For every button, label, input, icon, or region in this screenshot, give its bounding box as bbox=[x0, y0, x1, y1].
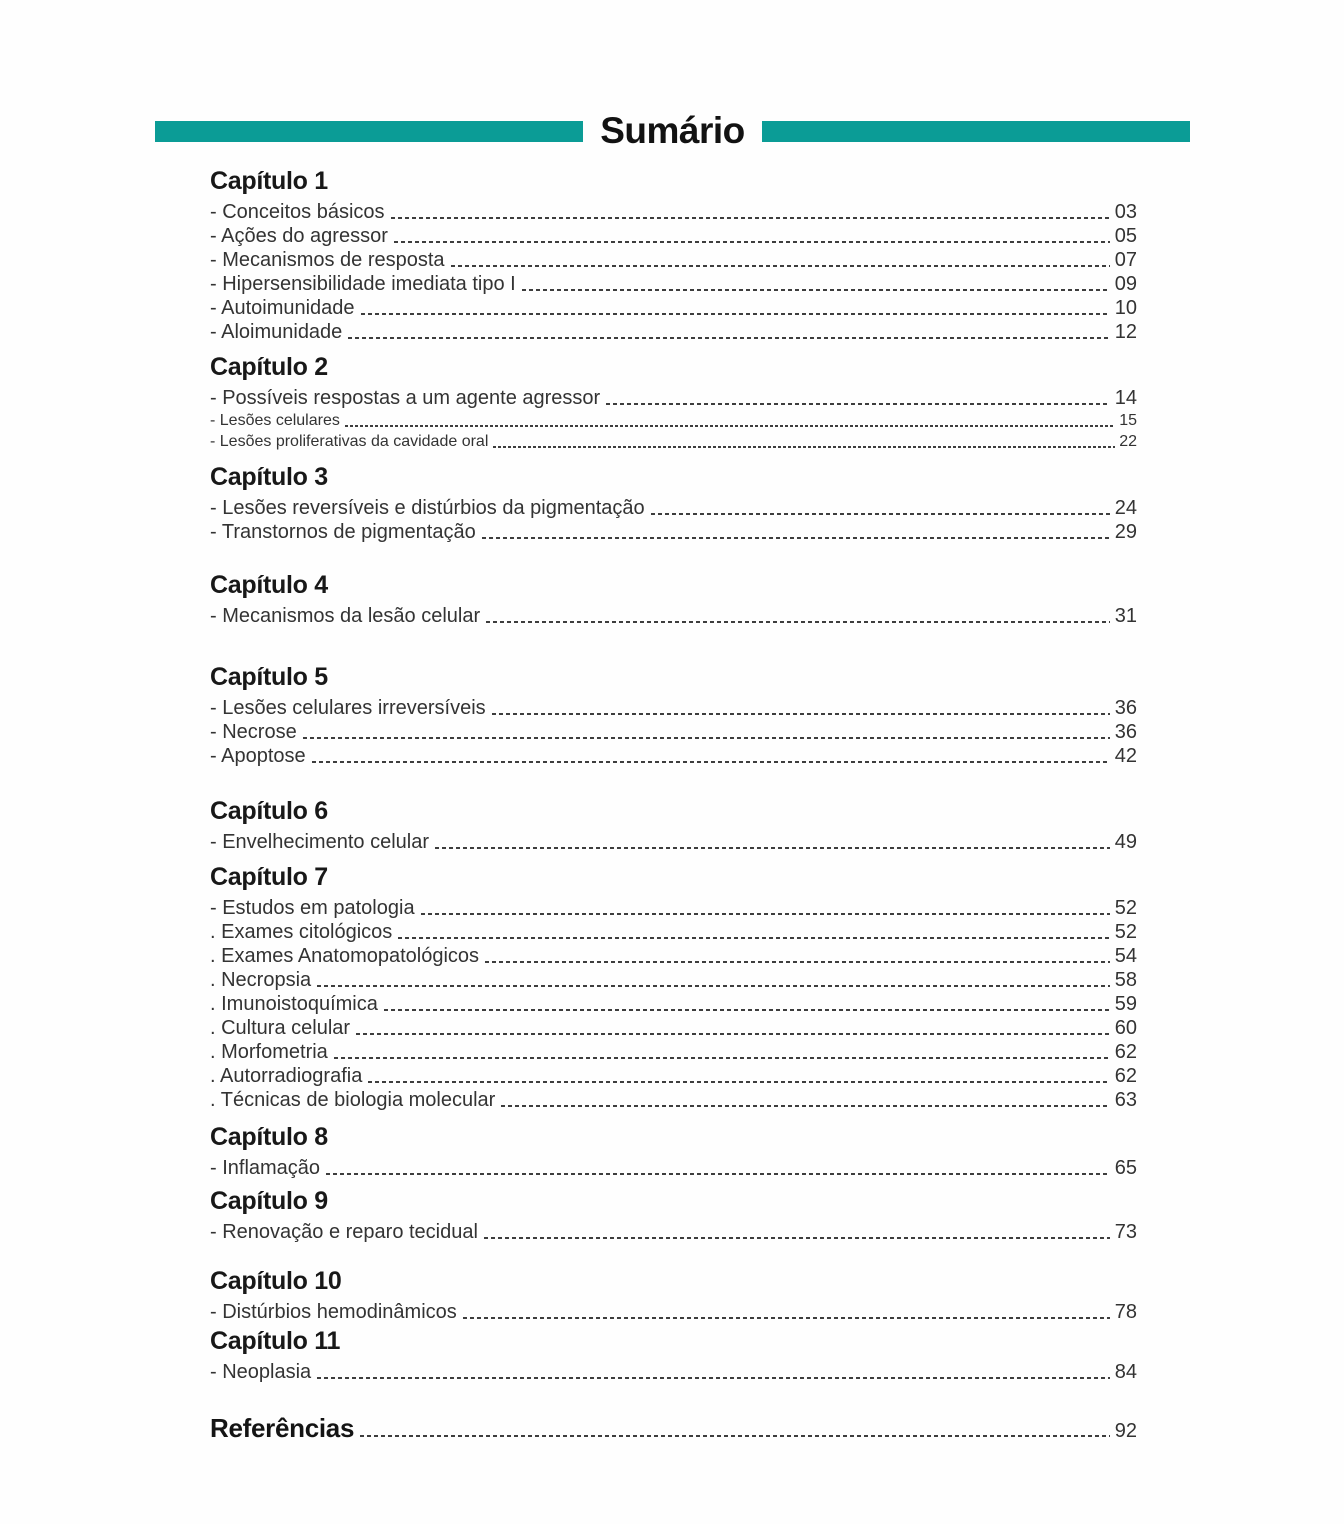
toc-entry[interactable] bbox=[210, 1064, 1137, 1088]
chapter-section bbox=[210, 1188, 1137, 1244]
entry-label: . Autorradiografia bbox=[210, 1065, 363, 1087]
dotted-leader bbox=[435, 847, 1110, 849]
toc-entry[interactable] bbox=[210, 968, 1137, 992]
page-number: 73 bbox=[1114, 1221, 1137, 1243]
chapter-entries bbox=[210, 1220, 1137, 1244]
entry-label: - Lesões proliferativas da cavidade oral bbox=[210, 433, 489, 450]
chapter-title: Capítulo 8 bbox=[210, 1123, 328, 1151]
dotted-leader bbox=[360, 1435, 1110, 1437]
dotted-leader bbox=[312, 761, 1110, 763]
dotted-leader bbox=[317, 985, 1110, 987]
entry-label: - Conceitos básicos bbox=[210, 201, 385, 223]
chapter-title: Capítulo 4 bbox=[210, 571, 328, 599]
entry-label: . Necropsia bbox=[210, 969, 312, 991]
toc-entry[interactable] bbox=[210, 224, 1137, 248]
entry-label: - Mecanismos de resposta bbox=[210, 249, 445, 271]
page-number: 36 bbox=[1114, 697, 1137, 719]
references-entry[interactable] bbox=[210, 1414, 1137, 1443]
entry-label: - Renovação e reparo tecidual bbox=[210, 1221, 478, 1243]
dotted-leader bbox=[334, 1057, 1110, 1059]
entry-label: . Exames citológicos bbox=[210, 921, 393, 943]
page-number: 52 bbox=[1114, 897, 1137, 919]
toc-entry[interactable] bbox=[210, 1156, 1137, 1180]
dotted-leader bbox=[345, 425, 1115, 427]
toc-entry[interactable] bbox=[210, 320, 1137, 344]
references-label: Referências bbox=[210, 1413, 355, 1443]
dotted-leader bbox=[522, 289, 1110, 291]
entry-label: - Possíveis respostas a um agente agressor bbox=[210, 387, 601, 409]
page-number: 22 bbox=[1119, 433, 1137, 450]
toc-entry[interactable] bbox=[210, 272, 1137, 296]
entry-label: . Técnicas de biologia molecular bbox=[210, 1089, 496, 1111]
chapter-section bbox=[210, 1124, 1137, 1180]
entry-label: - Apoptose bbox=[210, 745, 306, 767]
header-bar-left bbox=[155, 121, 583, 142]
dotted-leader bbox=[463, 1317, 1110, 1319]
entry-label: . Cultura celular bbox=[210, 1017, 351, 1039]
chapter-section bbox=[210, 464, 1137, 544]
entry-label: - Mecanismos da lesão celular bbox=[210, 605, 481, 627]
page-number: 62 bbox=[1114, 1065, 1137, 1087]
chapter-title: Capítulo 6 bbox=[210, 797, 328, 825]
table-of-contents bbox=[210, 168, 1137, 1443]
page-number: 42 bbox=[1114, 745, 1137, 767]
chapter-title: Capítulo 3 bbox=[210, 463, 328, 491]
chapter-title: Capítulo 5 bbox=[210, 663, 328, 691]
chapter-title: Capítulo 11 bbox=[210, 1327, 341, 1355]
toc-entry[interactable] bbox=[210, 520, 1137, 544]
toc-entry[interactable] bbox=[210, 1220, 1137, 1244]
page-number: 49 bbox=[1114, 831, 1137, 853]
page-number: 31 bbox=[1114, 605, 1137, 627]
page-number: 52 bbox=[1114, 921, 1137, 943]
dotted-leader bbox=[485, 961, 1110, 963]
page-number: 10 bbox=[1114, 297, 1137, 319]
dotted-leader bbox=[421, 913, 1110, 915]
toc-entry[interactable] bbox=[210, 920, 1137, 944]
toc-entry[interactable] bbox=[210, 386, 1137, 410]
chapter-list bbox=[210, 168, 1137, 1384]
toc-entry[interactable] bbox=[210, 496, 1137, 520]
toc-entry[interactable] bbox=[210, 1088, 1137, 1112]
chapter-section bbox=[210, 168, 1137, 344]
toc-entry[interactable] bbox=[210, 992, 1137, 1016]
entry-label: - Autoimunidade bbox=[210, 297, 355, 319]
chapter-entries bbox=[210, 896, 1137, 1112]
chapter-section bbox=[210, 864, 1137, 1112]
entry-label: - Lesões celulares bbox=[210, 412, 340, 429]
toc-entry[interactable] bbox=[210, 720, 1137, 744]
chapter-entries bbox=[210, 1300, 1137, 1324]
toc-entry[interactable] bbox=[210, 1040, 1137, 1064]
chapter-section bbox=[210, 1268, 1137, 1324]
chapter-entries bbox=[210, 604, 1137, 628]
dotted-leader bbox=[368, 1081, 1109, 1083]
page-number: 12 bbox=[1114, 321, 1137, 343]
dotted-leader bbox=[606, 403, 1110, 405]
page-number: 36 bbox=[1114, 721, 1137, 743]
toc-entry[interactable] bbox=[210, 744, 1137, 768]
page-number: 58 bbox=[1114, 969, 1137, 991]
dotted-leader bbox=[356, 1033, 1110, 1035]
page-number: 60 bbox=[1114, 1017, 1137, 1039]
entry-label: . Exames Anatomopatológicos bbox=[210, 945, 480, 967]
page-number: 09 bbox=[1114, 273, 1137, 295]
toc-entry[interactable] bbox=[210, 248, 1137, 272]
chapter-entries bbox=[210, 830, 1137, 854]
dotted-leader bbox=[391, 217, 1110, 219]
chapter-entries bbox=[210, 1156, 1137, 1180]
chapter-entries bbox=[210, 496, 1137, 544]
chapter-title: Capítulo 10 bbox=[210, 1267, 342, 1295]
page-number: 63 bbox=[1114, 1089, 1137, 1111]
dotted-leader bbox=[493, 446, 1115, 448]
entry-label: . Morfometria bbox=[210, 1041, 328, 1063]
chapter-section bbox=[210, 354, 1137, 452]
entry-label: - Inflamação bbox=[210, 1157, 321, 1179]
toc-entry[interactable] bbox=[210, 696, 1137, 720]
dotted-leader bbox=[303, 737, 1110, 739]
chapter-section bbox=[210, 572, 1137, 628]
toc-entry[interactable] bbox=[210, 1300, 1137, 1324]
entry-label: - Necrose bbox=[210, 721, 297, 743]
dotted-leader bbox=[326, 1173, 1110, 1175]
chapter-section bbox=[210, 664, 1137, 768]
page-number: 84 bbox=[1114, 1361, 1137, 1383]
page-number: 24 bbox=[1114, 497, 1137, 519]
chapter-section bbox=[210, 1328, 1137, 1384]
chapter-title: Capítulo 2 bbox=[210, 353, 328, 381]
page-number: 92 bbox=[1114, 1420, 1137, 1442]
page-number: 15 bbox=[1119, 412, 1137, 429]
page-number: 54 bbox=[1114, 945, 1137, 967]
dotted-leader bbox=[484, 1237, 1110, 1239]
chapter-entries bbox=[210, 696, 1137, 768]
toc-entry[interactable] bbox=[210, 1016, 1137, 1040]
chapter-entries bbox=[210, 1360, 1137, 1384]
page-number: 03 bbox=[1114, 201, 1137, 223]
dotted-leader bbox=[651, 513, 1110, 515]
summary-header bbox=[155, 110, 1190, 151]
chapter-title: Capítulo 9 bbox=[210, 1187, 328, 1215]
chapter-section bbox=[210, 798, 1137, 854]
entry-label: - Neoplasia bbox=[210, 1361, 312, 1383]
toc-entry[interactable] bbox=[210, 431, 1137, 452]
dotted-leader bbox=[482, 537, 1110, 539]
dotted-leader bbox=[486, 621, 1110, 623]
entry-label: - Transtornos de pigmentação bbox=[210, 521, 476, 543]
page-number: 07 bbox=[1114, 249, 1137, 271]
dotted-leader bbox=[398, 937, 1109, 939]
page-number: 29 bbox=[1114, 521, 1137, 543]
dotted-leader bbox=[384, 1009, 1110, 1011]
page-number: 05 bbox=[1114, 225, 1137, 247]
entry-label: - Lesões celulares irreversíveis bbox=[210, 697, 486, 719]
page-number: 59 bbox=[1114, 993, 1137, 1015]
dotted-leader bbox=[317, 1377, 1110, 1379]
toc-entry[interactable] bbox=[210, 200, 1137, 224]
entry-label: - Aloimunidade bbox=[210, 321, 343, 343]
chapter-entries bbox=[210, 200, 1137, 344]
toc-entry[interactable] bbox=[210, 604, 1137, 628]
toc-entry[interactable] bbox=[210, 410, 1137, 431]
toc-entry[interactable] bbox=[210, 296, 1137, 320]
toc-entry[interactable] bbox=[210, 896, 1137, 920]
entry-label: - Ações do agressor bbox=[210, 225, 388, 247]
header-bar-right bbox=[762, 121, 1190, 142]
page-number: 78 bbox=[1114, 1301, 1137, 1323]
chapter-title: Capítulo 1 bbox=[210, 167, 328, 195]
chapter-entries bbox=[210, 386, 1137, 452]
dotted-leader bbox=[348, 337, 1109, 339]
page-number: 62 bbox=[1114, 1041, 1137, 1063]
page-title: Sumário bbox=[600, 110, 745, 151]
page-number: 65 bbox=[1114, 1157, 1137, 1179]
toc-entry[interactable] bbox=[210, 830, 1137, 854]
entry-label: - Estudos em patologia bbox=[210, 897, 415, 919]
entry-label: - Lesões reversíveis e distúrbios da pigmentação bbox=[210, 497, 645, 519]
entry-label: - Distúrbios hemodinâmicos bbox=[210, 1301, 457, 1323]
toc-entry[interactable] bbox=[210, 944, 1137, 968]
entry-label: . Imunoistoquímica bbox=[210, 993, 378, 1015]
dotted-leader bbox=[492, 713, 1110, 715]
dotted-leader bbox=[361, 313, 1110, 315]
entry-label: - Hipersensibilidade imediata tipo I bbox=[210, 273, 516, 295]
dotted-leader bbox=[501, 1105, 1109, 1107]
dotted-leader bbox=[451, 265, 1110, 267]
toc-entry[interactable] bbox=[210, 1360, 1137, 1384]
chapter-title: Capítulo 7 bbox=[210, 863, 328, 891]
page-number: 14 bbox=[1114, 387, 1137, 409]
entry-label: - Envelhecimento celular bbox=[210, 831, 429, 853]
dotted-leader bbox=[394, 241, 1110, 243]
